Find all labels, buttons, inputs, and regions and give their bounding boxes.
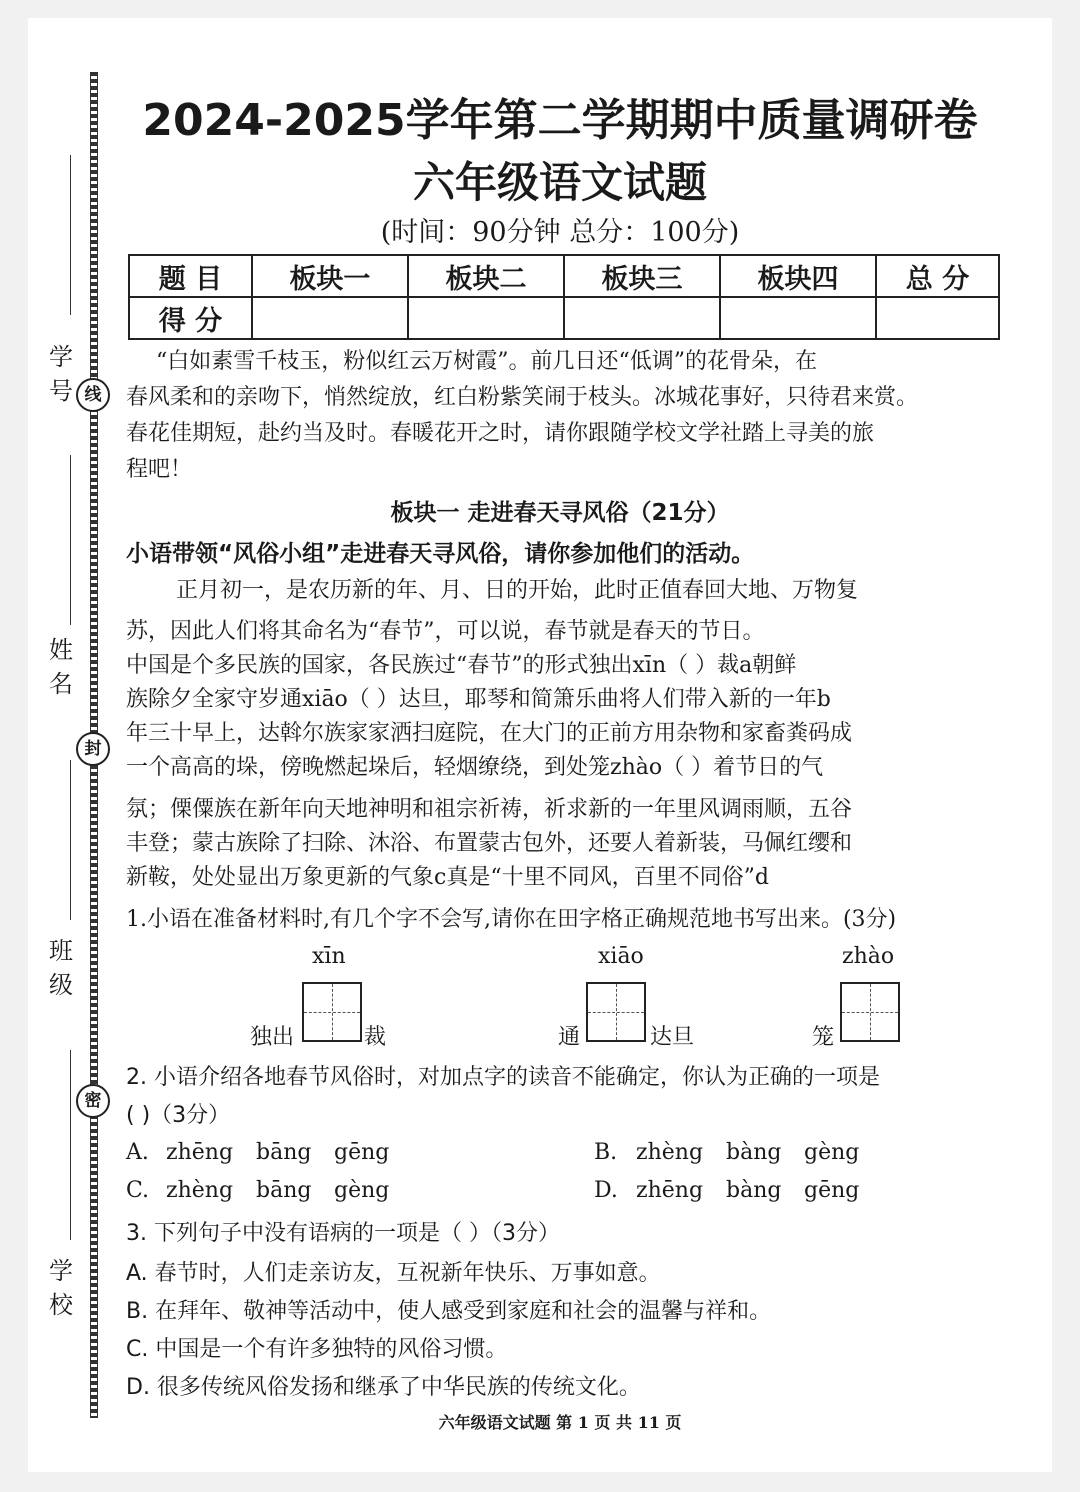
q1-before-text: 通: [558, 1025, 581, 1050]
exam-info: (时间：90分钟 总分：100分): [380, 217, 740, 248]
passage-line: 丰登；蒙古族除了扫除、沐浴、布置蒙古包外，还要人着新装，马佩红缨和: [126, 831, 853, 856]
score-header-cell: 板块一: [252, 255, 408, 297]
score-table-header-row: [129, 255, 999, 297]
q2-option-label[interactable]: D.: [594, 1178, 618, 1203]
score-header-cell: 题 目: [129, 255, 252, 297]
q1-after-text: 裁: [364, 1025, 387, 1050]
q1-text: 1.小语在准备材料时,有几个字不会写,请你在田字格正确规范地书写出来。(3分): [126, 907, 897, 932]
q2-option-reading: bāng: [256, 1140, 312, 1165]
intro-line: “白如素雪千枝玉，粉似红云万树霞”。前几日还“低调”的花骨朵，在: [156, 349, 817, 374]
passage-line: 一个高高的垛，傍晚燃起垛后，轻烟缭绕，到处笼zhào（ ）着节日的气: [126, 755, 824, 780]
q2-option-label[interactable]: B.: [594, 1140, 618, 1165]
school-line: [70, 1050, 71, 1240]
student-no-line: [70, 155, 71, 315]
q1-writing-grid[interactable]: [840, 982, 900, 1042]
q3-option[interactable]: A. 春节时，人们走亲访友，互祝新年快乐、万事如意。: [126, 1261, 661, 1286]
passage-line: 族除夕全家守岁通xiāo（ ）达旦，耶琴和简箫乐曲将人们带入新的一年b: [126, 687, 831, 712]
q2-text: 2. 小语介绍各地春节风俗时，对加点字的读音不能确定，你认为正确的一项是: [126, 1065, 880, 1090]
class-line: [70, 760, 71, 920]
q2-option-label[interactable]: C.: [126, 1178, 150, 1203]
intro-line: 春花佳期短，赴约当及时。春暖花开之时，请你跟随学校文学社踏上寻美的旅: [126, 421, 875, 446]
q2-option-reading: gēng: [804, 1178, 860, 1203]
q1-pinyin: xiāo: [598, 944, 644, 969]
q1-writing-grid[interactable]: [586, 982, 646, 1042]
name-label: 姓名: [49, 636, 73, 698]
q2-option-reading: zhèng: [166, 1178, 234, 1203]
passage-line: 苏，因此人们将其命名为“春节”，可以说，春节就是春天的节日。: [126, 619, 765, 644]
q1-writing-grid[interactable]: [302, 982, 362, 1042]
passage-line: 年三十早上，达斡尔族家家洒扫庭院，在大门的正前方用杂物和家畜粪码成: [126, 721, 853, 746]
q3-text: 3. 下列句子中没有语病的一项是（ ）（3分）: [126, 1221, 560, 1246]
score-header-cell: 板块四: [720, 255, 876, 297]
q2-option-reading: gèng: [334, 1178, 390, 1203]
passage-line: 中国是个多民族的国家，各民族过“春节”的形式独出xīn（ ）裁a朝鲜: [126, 653, 797, 678]
seal-line-mark: 线: [76, 378, 110, 412]
score-header-cell: 总 分: [876, 255, 999, 297]
q2-option-reading: bàng: [726, 1178, 782, 1203]
q1-pinyin: zhào: [842, 944, 895, 969]
passage-line: 氛；傈僳族在新年向天地神明和祖宗祈祷，祈求新的一年里风调雨顺，五谷: [126, 797, 853, 822]
q3-option[interactable]: B. 在拜年、敬神等活动中，使人感受到家庭和社会的温馨与祥和。: [126, 1299, 772, 1324]
score-row-label: 得 分: [129, 297, 252, 339]
passage-line: 正月初一，是农历新的年、月、日的开始，此时正值春回大地、万物复: [176, 578, 859, 603]
q1-before-text: 笼: [812, 1025, 835, 1050]
score-cell[interactable]: [564, 297, 720, 339]
q2-option-reading: zhēng: [166, 1140, 234, 1165]
section1-heading: 板块一 走进春天寻风俗（21分）: [390, 500, 730, 526]
seal-seal-mark: 封: [76, 732, 110, 766]
intro-line: 春风柔和的亲吻下，悄然绽放，红白粉紫笑闹于枝头。冰城花事好，只待君来赏。: [126, 385, 919, 410]
q1-after-text: 达旦: [650, 1025, 695, 1050]
score-table: [128, 254, 1000, 340]
q2-option-reading: gèng: [804, 1140, 860, 1165]
score-cell[interactable]: [408, 297, 564, 339]
q1-pinyin: xīn: [312, 944, 346, 969]
score-table-score-row: [129, 297, 999, 339]
school-label: 学校: [49, 1257, 73, 1319]
intro-line: 程吧！: [126, 457, 193, 482]
seal-close-mark: 密: [76, 1084, 110, 1118]
exam-title: 2024-2025学年第二学期期中质量调研卷: [142, 95, 978, 146]
class-label: 班级: [49, 937, 73, 999]
q2-option-reading: bàng: [726, 1140, 782, 1165]
score-header-cell: 板块二: [408, 255, 564, 297]
score-cell[interactable]: [252, 297, 408, 339]
q2-option-reading: zhèng: [636, 1140, 704, 1165]
q2-option-label[interactable]: A.: [126, 1140, 149, 1165]
student-no-label: 学号: [49, 343, 73, 405]
q2-option-reading: zhēng: [636, 1178, 704, 1203]
q3-option[interactable]: C. 中国是一个有许多独特的风俗习惯。: [126, 1337, 508, 1362]
section1-instruction: 小语带领“风俗小组”走进春天寻风俗，请你参加他们的活动。: [126, 541, 755, 567]
q1-before-text: 独出: [250, 1025, 295, 1050]
q2-blank: ( )（3分）: [126, 1103, 231, 1128]
page-footer: 六年级语文试题 第 1 页 共 11 页: [438, 1413, 682, 1432]
score-cell[interactable]: [876, 297, 999, 339]
score-header-cell: 板块三: [564, 255, 720, 297]
q3-option[interactable]: D. 很多传统风俗发扬和继承了中华民族的传统文化。: [126, 1375, 641, 1400]
q2-option-reading: bāng: [256, 1178, 312, 1203]
passage-line: 新鞍，处处显出万象更新的气象c真是“十里不同风，百里不同俗”d: [126, 865, 769, 890]
name-line: [70, 455, 71, 625]
score-cell[interactable]: [720, 297, 876, 339]
exam-subtitle: 六年级语文试题: [412, 158, 707, 207]
q2-option-reading: gēng: [334, 1140, 390, 1165]
